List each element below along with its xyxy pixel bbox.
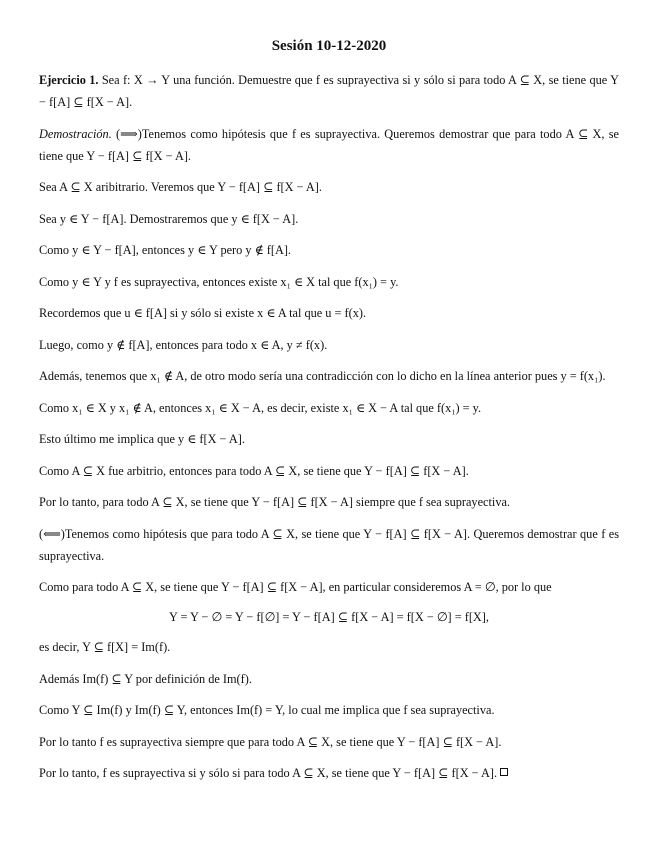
- proof-line: Sea y ∈ Y − f[A]. Demostraremos que y ∈ f[X − A].: [39, 211, 299, 226]
- proof-line: Recordemos que u ∈ f[A] si y sólo si existe x ∈ A tal que u = f(x).: [39, 306, 367, 320]
- proof-line: Como para todo A ⊆ X, se tiene que Y − f[A] ⊆ f[X − A], en particular consideremos A = ∅, por lo que: [39, 580, 552, 594]
- exercise-label: Ejercicio 1.: [39, 73, 99, 87]
- proof-line: Además Im(f) ⊆ Y por definición de Im(f).: [39, 671, 252, 686]
- proof-line: Por lo tanto, para todo A ⊆ X, se tiene que Y − f[A] ⊆ f[X − A] siempre que f sea suprayectiva.: [39, 495, 511, 509]
- proof-line: Como y ∈ Y y f es suprayectiva, entonces existe x₁ ∈ X tal que f(x₁) = y.: [39, 274, 399, 289]
- proof-line: Luego, como y ∉ f[A], entonces para todo x ∈ A, y ≠ f(x).: [39, 337, 328, 352]
- proof-line: Como Y ⊆ Im(f) y Im(f) ⊆ Y, entonces Im(f) = Y, lo cual me implica que f sea suprayectiva.: [39, 703, 495, 717]
- proof-line: Además, tenemos que x₁ ∉ A, de otro modo sería una contradicción con lo dicho en la línea anterior pues y = f(x₁).: [39, 369, 606, 383]
- proof-conclusion: [39, 762, 619, 784]
- proof-line: Como y ∈ Y − f[A], entonces y ∈ Y pero y ∉ f[A].: [39, 243, 292, 257]
- proof-intro: [39, 123, 619, 167]
- exercise-statement: [39, 69, 619, 113]
- proof-line: es decir, Y ⊆ f[X] = Im(f).: [39, 640, 171, 654]
- proof-line: Como A ⊆ X fue arbitrio, entonces para todo A ⊆ X, se tiene que Y − f[A] ⊆ f[X − A].: [39, 463, 469, 478]
- display-equation: Y = Y − ∅ = Y − f[∅] = Y − f[A] ⊆ f[X − A] = f[X − ∅] = f[X],: [169, 610, 489, 624]
- document-page: [39, 38, 619, 794]
- exercise-text: Sea f: X → Y una función. Demuestre que f es suprayectiva si y sólo si para todo A ⊆ X, se tiene que Y − f[A] ⊆ f[X − A].: [39, 73, 620, 109]
- document-title: Sesión 10-12-2020: [271, 38, 387, 54]
- conclusion-text: Por lo tanto, f es suprayectiva si y sólo si para todo A ⊆ X, se tiene que Y − f[A] ⊆ f[X − A].: [39, 766, 498, 780]
- proof-line: Como x₁ ∈ X y x₁ ∉ A, entonces x₁ ∈ X − A, es decir, existe x₁ ∈ X − A tal que f(x₁) = y.: [39, 400, 482, 415]
- proof-label: Demostración.: [39, 126, 112, 141]
- proof-converse-intro: (⟸)Tenemos como hipótesis que para todo A ⊆ X, se tiene que Y − f[A] ⊆ f[X − A]. Queremos demostrar que f es suprayectiva.: [39, 526, 619, 563]
- proof-line: Sea A ⊆ X aribitrario. Veremos que Y − f[A] ⊆ f[X − A].: [39, 180, 322, 194]
- proof-intro-text: (⟹)Tenemos como hipótesis que f es suprayectiva. Queremos demostrar que para todo A ⊆ X, se tiene que Y − f[A] ⊆ f[X − A].: [39, 126, 619, 163]
- proof-line: Esto último me implica que y ∈ f[X − A].: [39, 432, 245, 446]
- qed-square-icon: [500, 768, 508, 776]
- proof-line: Por lo tanto f es suprayectiva siempre que para todo A ⊆ X, se tiene que Y − f[A] ⊆ f[X − A].: [39, 734, 502, 749]
